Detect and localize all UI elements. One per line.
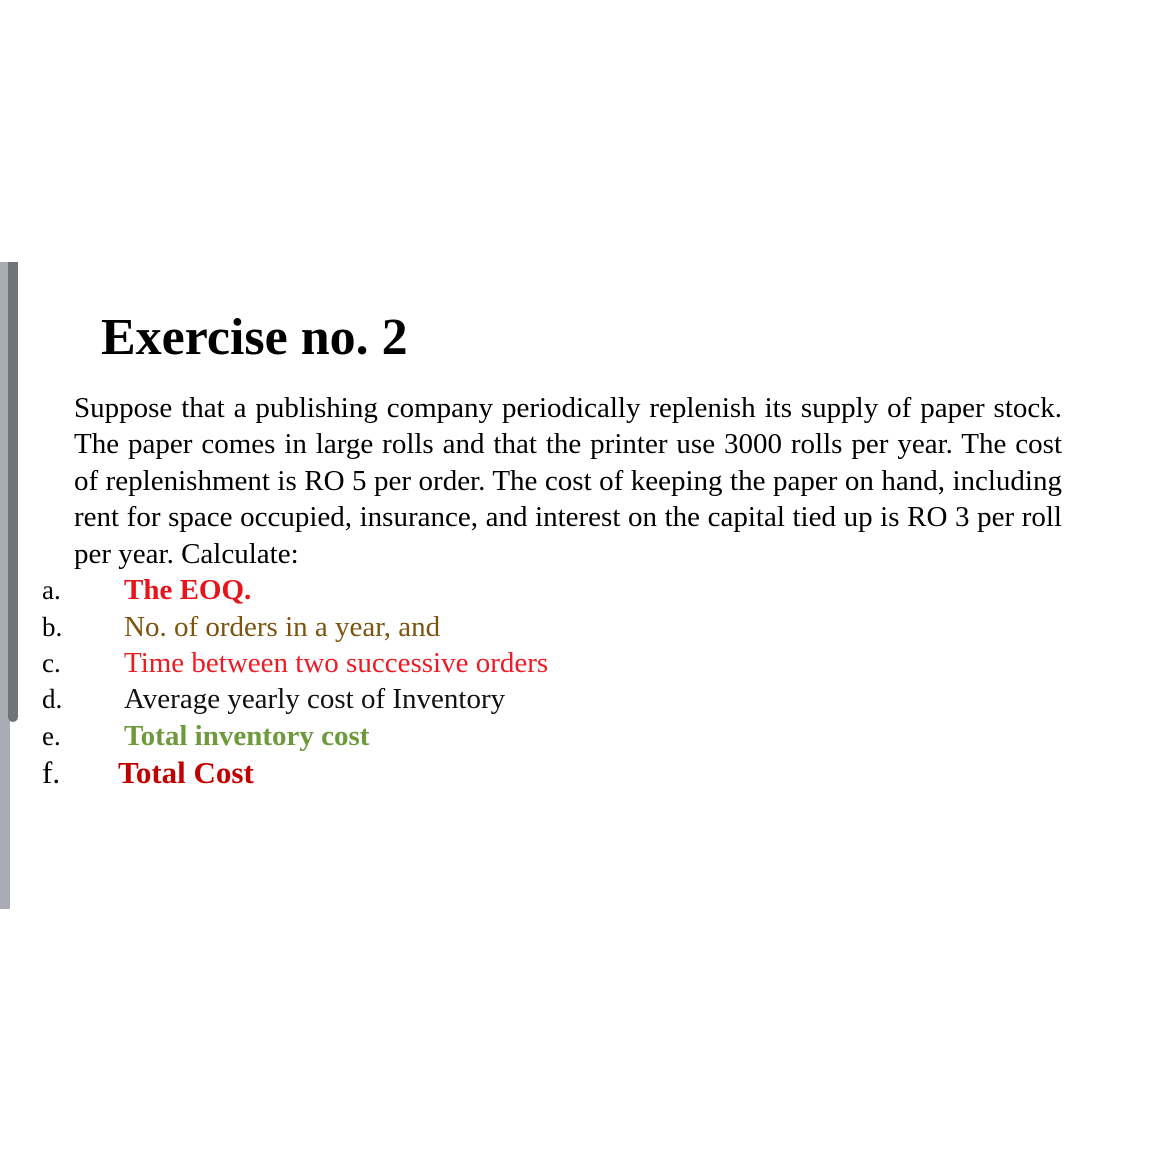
list-item-letter: f. bbox=[42, 755, 61, 790]
list-item-letter: e. bbox=[42, 721, 61, 751]
list-item-text: Time between two successive orders bbox=[124, 647, 549, 679]
list-item-text: Average yearly cost of Inventory bbox=[124, 683, 506, 715]
list-item bbox=[0, 718, 700, 754]
list-item bbox=[0, 681, 700, 717]
list-item-letter: d. bbox=[42, 684, 63, 714]
list-item bbox=[0, 572, 700, 608]
exercise-description: Suppose that a publishing company periodically replenish its supply of paper stock. The paper comes in large rolls and that the printer use 3000 rolls per year. The cost of replenishment is RO 5 per order. The cost of keeping the paper on hand, including rent for space occupied, insurance, and interest on the capital tied up is RO 3 per roll per year. Calculate: bbox=[74, 392, 1062, 570]
list-item-text: No. of orders in a year, and bbox=[124, 611, 441, 643]
list-item bbox=[0, 645, 700, 681]
exercise-title: Exercise no. 2 bbox=[101, 309, 408, 366]
list-item-text: The EOQ. bbox=[124, 574, 252, 606]
list-item-text: Total inventory cost bbox=[124, 720, 370, 752]
list-item-letter: a. bbox=[42, 575, 61, 605]
list-item-text: Total Cost bbox=[118, 755, 254, 790]
list-item bbox=[0, 609, 700, 645]
list-item-letter: b. bbox=[42, 612, 63, 642]
list-item-letter: c. bbox=[42, 648, 61, 678]
list-item bbox=[0, 755, 700, 791]
